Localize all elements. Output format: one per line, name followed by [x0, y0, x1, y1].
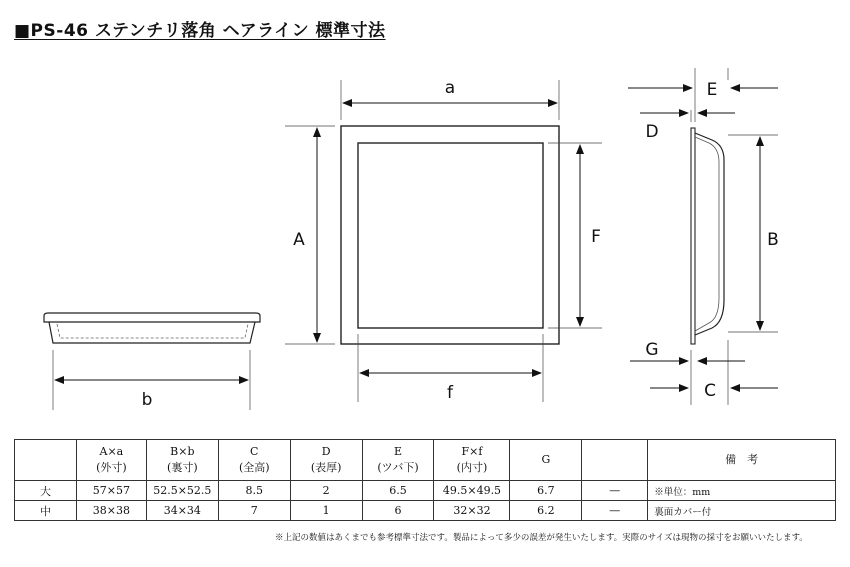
table-cell: 7: [218, 501, 290, 521]
front-plate: [691, 128, 695, 344]
page-title: ■PS-46 ステンチリ落角 ヘアライン 標準寸法: [14, 21, 386, 41]
table-cell: 6.7: [510, 481, 582, 501]
size-cell: 中: [15, 501, 77, 521]
dim-D-label: D: [645, 122, 659, 142]
dim-G-label: G: [645, 340, 659, 360]
table-row: [15, 501, 836, 521]
note-cell: 裏面カバー付: [648, 501, 836, 521]
table-cell: 2: [290, 481, 362, 501]
side-view: [628, 68, 779, 405]
inner-opening: [358, 143, 543, 328]
hidden-line: [57, 324, 248, 338]
size-cell: 大: [15, 481, 77, 501]
dim-F-label: F: [591, 227, 601, 247]
table-cell: 6.5: [362, 481, 434, 501]
table-cell: 57×57: [76, 481, 146, 501]
spec-table: [14, 439, 836, 521]
dim-C-label: C: [704, 381, 716, 401]
table-cell: 6.2: [510, 501, 582, 521]
footnote: ※上記の数値はあくまでも参考標準寸法です。製品によって多少の誤差が発生いたします。実際のサイズは現物の採寸をお願いいたします。: [275, 533, 808, 543]
body-outline: [49, 322, 255, 343]
front-view: [285, 78, 602, 403]
dim-b-label: b: [141, 390, 153, 410]
table-cell: 52.5×52.5: [146, 481, 218, 501]
header-cell: F×f (内寸): [434, 440, 510, 481]
dim-A-label: A: [293, 230, 305, 250]
body-profile-inner: [695, 137, 719, 331]
table-cell: 34×34: [146, 501, 218, 521]
header-cell: [15, 440, 77, 481]
table-cell: 32×32: [434, 501, 510, 521]
table-header-row: [15, 440, 836, 481]
table-cell: 38×38: [76, 501, 146, 521]
header-cell: A×a (外寸): [76, 440, 146, 481]
table-cell: —: [582, 501, 648, 521]
outer-frame: [341, 126, 559, 344]
header-cell: [582, 440, 648, 481]
dim-a-label: a: [444, 78, 456, 98]
table-cell: 6: [362, 501, 434, 521]
header-cell: B×b (裏寸): [146, 440, 218, 481]
flange-outline: [44, 313, 260, 322]
note-cell: ※単位：mm: [648, 481, 836, 501]
table-row: [15, 481, 836, 501]
side-extension-lines: [691, 68, 778, 405]
table-cell: 1: [290, 501, 362, 521]
table-cell: —: [582, 481, 648, 501]
body-profile: [695, 133, 724, 335]
header-cell: G: [510, 440, 582, 481]
header-cell: C (全高): [218, 440, 290, 481]
header-cell: E (ツバ下): [362, 440, 434, 481]
header-cell-notes: 備 考: [648, 440, 836, 481]
header-cell: D (表厚): [290, 440, 362, 481]
dim-E-label: E: [706, 80, 718, 100]
section-view-b: [44, 313, 260, 410]
table-cell: 8.5: [218, 481, 290, 501]
table-cell: 49.5×49.5: [434, 481, 510, 501]
dim-B-label: B: [767, 230, 779, 250]
dim-f-label: f: [447, 383, 453, 403]
extension-lines: [285, 80, 602, 402]
